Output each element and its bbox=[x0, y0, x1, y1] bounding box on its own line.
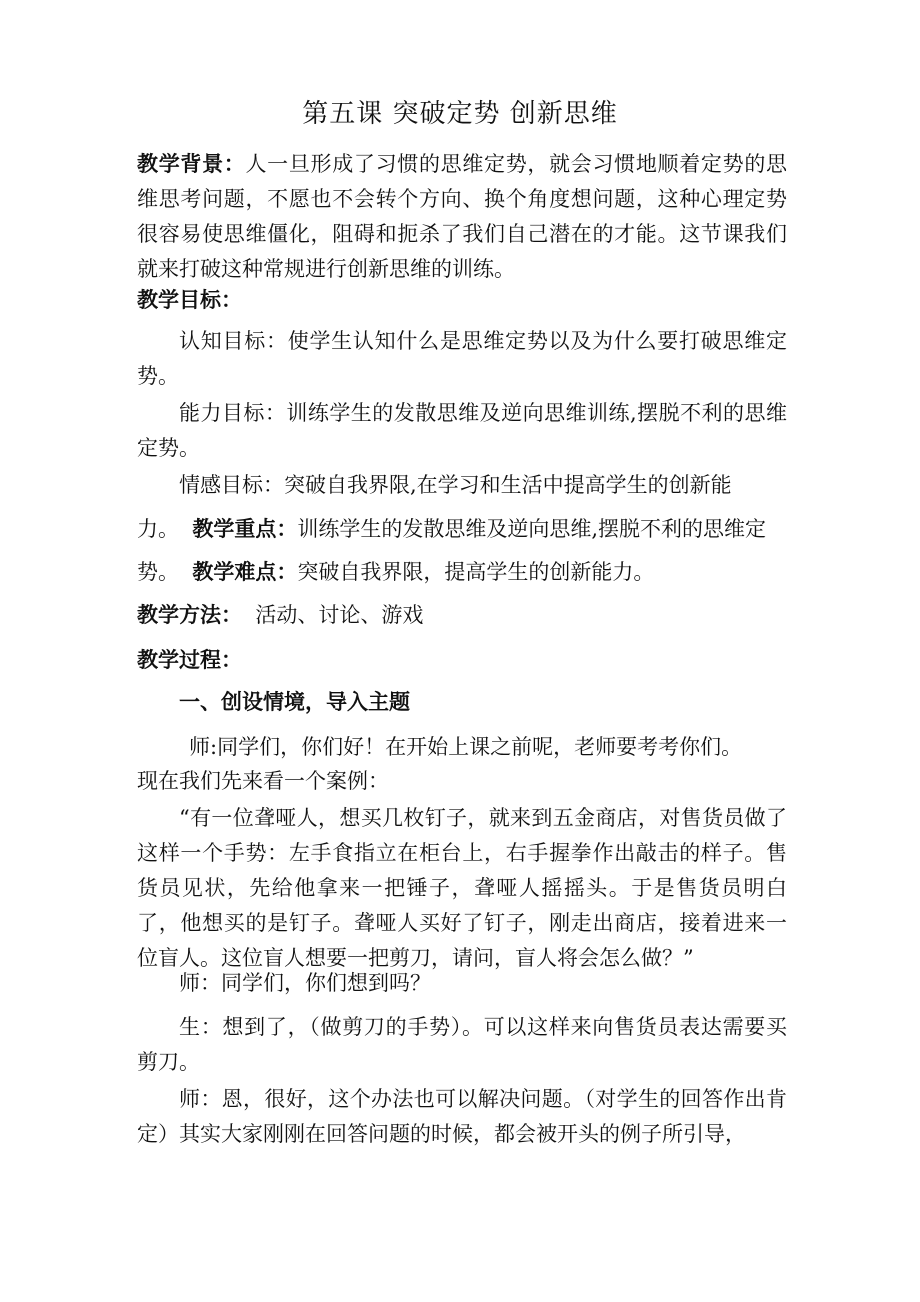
cognitive-objective: 认知目标：使学生认知什么是思维定势以及为什么要打破思维定势。 bbox=[137, 329, 787, 388]
teaching-background bbox=[137, 146, 787, 287]
method-text: 活动、讨论、游戏 bbox=[255, 603, 424, 627]
method-label: 教学方法： bbox=[137, 602, 242, 627]
difficulty-label: 教学难点： bbox=[192, 559, 298, 584]
case-story: “有一位聋哑人，想买几枚钉子，就来到五金商店，对售货员做了这样一个手势：左手食指立在柜台上，右手握拳作出敲击的样子。售货员见状，先给他拿来一把锤子，聋哑人摇摇头。于是售货员明白了，他想买的是钉子。聋哑人买好了钉子，刚走出商店，接着进来一位盲人。这位盲人想要一把剪刀，请问，盲人将会怎么做？” bbox=[137, 806, 787, 970]
objectives-heading: 教学目标： bbox=[137, 287, 242, 312]
section-heading-1: 一、创设情境，导入主题 bbox=[179, 689, 410, 714]
page-title: 第五课 突破定势 创新思维 bbox=[302, 99, 618, 129]
key-point-end: 势。 bbox=[137, 560, 179, 584]
teaching-method bbox=[137, 597, 787, 633]
teacher-comment: 师：恩，很好，这个办法也可以解决问题。（对学生的回答作出肯定）其实大家刚刚在回答问题的时候，都会被开头的例子所引导， bbox=[137, 1087, 787, 1146]
teacher-greeting-cont: 现在我们先来看一个案例： bbox=[137, 769, 389, 793]
background-text: 人一旦形成了习惯的思维定势，就会习惯地顺着定势的思维思考问题，不愿也不会转个方向、换个角度想问题，这种心理定势很容易使思维僵化，阻碍和扼杀了我们自己潜在的才能。这节课我们就来打破这种常规进行创新思维的训练。 bbox=[137, 152, 788, 281]
emotion-objective: 情感目标：突破自我界限,在学习和生活中提高学生的创新能 bbox=[179, 473, 732, 497]
key-point-line bbox=[137, 511, 787, 547]
process-heading: 教学过程： bbox=[137, 647, 242, 672]
difficulty-line bbox=[137, 554, 787, 590]
teacher-question: 师：同学们，你们想到吗？ bbox=[179, 971, 431, 995]
background-label: 教学背景： bbox=[137, 151, 246, 176]
ability-objective: 能力目标：训练学生的发散思维及逆向思维训练,摆脱不利的思维定势。 bbox=[137, 401, 787, 460]
emotion-objective-end: 力。 bbox=[137, 517, 179, 541]
student-answer: 生：想到了，（做剪刀的手势）。可以这样来向售货员表达需要买 剪刀。 bbox=[137, 1015, 787, 1074]
key-point-label: 教学重点： bbox=[192, 516, 298, 541]
teacher-greeting: 师:同学们，你们好！在开始上课之前呢，老师要考考你们。 bbox=[189, 735, 743, 759]
difficulty-text: 突破自我界限，提高学生的创新能力。 bbox=[297, 560, 655, 584]
key-point-text: 训练学生的发散思维及逆向思维,摆脱不利的思维定 bbox=[297, 517, 767, 541]
